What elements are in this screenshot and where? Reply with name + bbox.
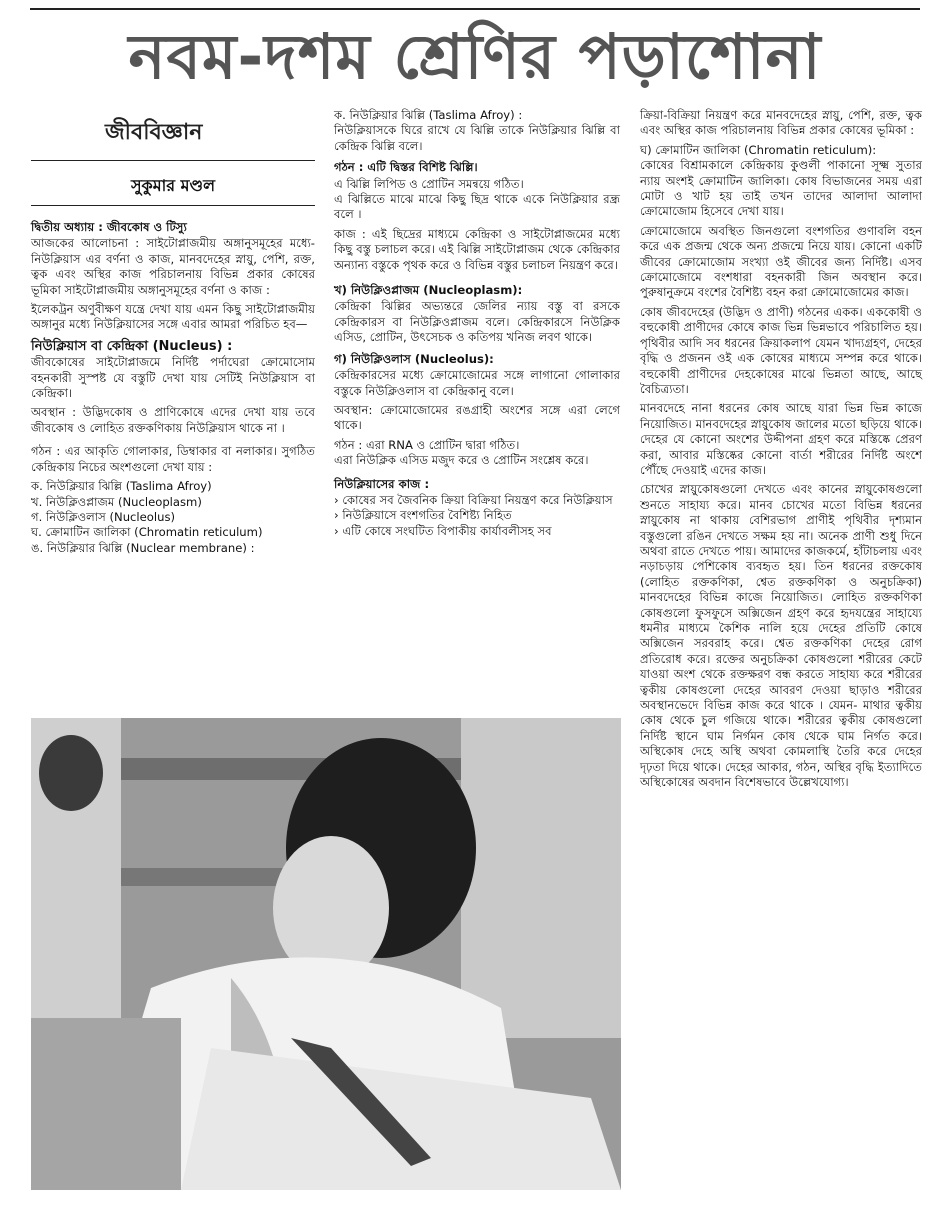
intro-paragraph: আজকের আলোচনা : সাইটোপ্লাজমীয় অঙ্গানুসমূহের মধ্যে- নিউক্লিয়াস এর বর্ণনা ও কাজ, মানবদেহের স্নায়ু, পেশি, রক্ত, ত্বক এবং অস্থির কাজ পরিচালনায় বিভিন্ন প্রকার কোষের ভূমিকা সাইটোপ্লাজমীয় অঙ্গানুসমূহের বর্ণনা ও কাজ :: [31, 236, 315, 297]
membrane-heading: ক. নিউক্লিয়ার ঝিল্লি (Taslima Afroy) :: [334, 108, 523, 122]
subject-divider: [31, 160, 315, 161]
nucleolus-structure: গঠন : এরা RNA ও প্রোটিন দ্বারা গঠিত।: [334, 437, 520, 452]
nucleolus-note: এরা নিউক্লিক এসিড মজুদ করে ও প্রোটিন সংশ্লেষ করে।: [334, 453, 589, 468]
chapter-heading: দ্বিতীয় অধ্যায় : জীবকোষ ও টিস্যু: [31, 220, 187, 234]
paragraph: চোখের স্নায়ুকোষগুলো দেখতে এবং কানের স্নায়ুকোষগুলো শুনতে সাহায্য করে। মানব চোখের মতো বিভিন্ন ধরনের স্নায়ুকোষ না থাকায় বেশিরভাগ প্রাণীই পৃথিবীর দৃশ্যমান বস্তুগুলো রঙিন দেখতে সক্ষম হয় না। অনেক প্রাণী শুধু দিনে অথবা রাতে দেখতে পায়। আমাদের কাজকর্মে, হাঁটাচলায় এবং নড়াচড়ায় পেশিকোষ ব্যবহৃত হয়। তিন ধরনের রক্তকোষ (লোহিত রক্তকণিকা, শ্বেত রক্তকণিকা ও অনুচক্রিকা) মানবদেহের বিভিন্ন কাজে নিয়োজিত। লোহিত রক্তকণিকা কোষগুলো ফুসফুসে অক্সিজেন গ্রহণ করে হৃদযন্ত্রের সাহায্যে ধমনীর মাধ্যমে কৈশিক নালি হয়ে দেহের প্রতিটি কোষে অক্সিজেন সরবরাহ করে। শ্বেত রক্তকণিকা দেহের রোগ প্রতিরোধ করে। রক্তের অনুচক্রিকা কোষগুলো শরীরের কেটে যাওয়া অংশ থেকে রক্তক্ষরণ বন্ধ করতে সাহায্য করে শরীরের ত্বকীয় কোষগুলো দেহের আবরণ দেওয়া ছাড়াও শরীরের অবস্থানভেদে বিভিন্ন কাজ করে থাকে । যেমন- মাথার ত্বকীয় কোষ থেকে চুল গজিয়ে থাকে। শরীরের ত্বকীয় কোষগুলো নির্দিষ্ট স্থানে ঘাম নির্গমন কোষ থেকে ঘাম নির্গত করে। অস্থিকোষ দেহে অস্থি অথবা কোমলাস্থি তৈরি করে দেহের দৃঢ়তা দিয়ে থাকে। দেহের আকার, গঠন, অস্থির বৃদ্ধি ইত্যাদিতে অস্থিকোষের অবদান বিশেষভাবে উল্লেখযোগ্য।: [640, 482, 922, 790]
membrane-work: কাজ : এই ছিদ্রের মাধ্যমে কেন্দ্রিকা ও সাইটোপ্লাজমের মধ্যে কিছু বস্তু চলাচল করে। এই ঝিল্লি সাইটোপ্লাজম থেকে কেন্দ্রিকার অন্যান্য বস্তুকে পৃথক করে ও বিভিন্ন বস্তুর চলাচল নিয়ন্ত্রণ করে।: [334, 226, 620, 272]
photo-illustration: [31, 718, 621, 1190]
list-item: খ. নিউক্লিওপ্লাজম (Nucleoplasm): [31, 494, 202, 509]
nucleus-work-heading: নিউক্লিয়াসের কাজ :: [334, 476, 430, 491]
position-paragraph: অবস্থান : উদ্ভিদকোষ ও প্রাণিকোষে এদের দেখা যায় তবে জীবকোষ ও লোহিত রক্তকণিকায় নিউক্লিয়াস থাকে না ।: [31, 405, 315, 435]
nucleolus-paragraph: কেন্দ্রিকারসের মধ্যে ক্রোমোজোমের সঙ্গে লাগানো গোলাকার বস্তুকে নিউক্লিওলাস বা কেন্দ্রিকানু বলে।: [334, 368, 620, 398]
subject-heading: জীববিজ্ঞান: [105, 120, 203, 145]
nucleolus-position: অবস্থান: ক্রোমোজোমের রঙগ্রাহী অংশের সঙ্গে এরা লেগে থাকে।: [334, 402, 620, 433]
list-item: ঘ. ক্রোমাটিন জালিকা (Chromatin reticulum): [31, 525, 263, 540]
column-2: [334, 108, 620, 539]
student-exam-photo: [31, 718, 621, 1190]
list-item: গ. নিউক্লিওলাস (Nucleolus): [31, 509, 176, 524]
nucleus-paragraph: জীবকোষের সাইটোপ্লাজমে নির্দিষ্ট পর্দাঘেরা ক্রোমোসোম বহনকারী সুস্পষ্ট যে বস্তুটি দেখা যায় সেটিই নিউক্লিয়াস বা কেন্দ্রিকা।: [31, 355, 315, 401]
chromatin-paragraph: কোষের বিশ্রামকালে কেন্দ্রিকায় কুণ্ডলী পাকানো সূক্ষ্ম সুতার ন্যায় অংশই ক্রোমাটিন জালিকা। কোষ বিভাজনের সময় এরা মোটা ও খাট হয় তাই তখন তাদের আলাদা আলাদা ক্রোমোজোম হিসেবে দেখা যায়।: [640, 158, 922, 219]
nucleoplasm-heading: খ) নিউক্লিওপ্লাজম (Nucleoplasm):: [334, 283, 523, 298]
page-masthead: নবম-দশম শ্রেণির পড়াশোনা: [128, 20, 822, 93]
author-name: সুকুমার মণ্ডল: [130, 176, 216, 195]
paragraph: ক্রোমোজোমে অবস্থিত জিনগুলো বংশগতির গুণাবলি বহন করে এক প্রজন্ম থেকে অন্য প্রজন্মে নিয়ে যায়। কোনো একটি জীবের ক্রোমোজোম সংখ্যা ওই জীবের জন্য নির্দিষ্ট। এসব ক্রোমোজোমে বংশধারা বহনকারী জিন অবস্থান করে। পুরুষানুক্রমে বংশের বৈশিষ্ট্য বহন করা ক্রোমোজোমের কাজ।: [640, 223, 922, 300]
paragraph: মানবদেহে নানা ধরনের কোষ আছে যারা ভিন্ন ভিন্ন কাজে নিয়োজিত। মানবদেহের স্নায়ুকোষ জালের মতো ছড়িয়ে থাকে। দেহের যে কোনো অংশের উদ্দীপনা গ্রহণ করে মস্তিষ্কে প্রেরণ করা, আবার মস্তিষ্কের কোনো বার্তা শরীরের নির্দিষ্ট অংশে পৌঁছে দেওয়াই এদের কাজ।: [640, 401, 922, 477]
membrane-structure: গঠন : এটি দ্বিস্তর বিশিষ্ট ঝিল্লি।: [334, 160, 478, 175]
electron-paragraph: ইলেকট্রন অণুবীক্ষণ যন্ত্রে দেখা যায় এমন কিছু সাইটোপ্লাজমীয় অঙ্গানুর মধ্যে নিউক্লিয়াসের সঙ্গে এবার আমরা পরিচিত হব—: [31, 302, 315, 332]
paragraph: কোষ জীবদেহের (উদ্ভিদ ও প্রাণী) গঠনের একক। এককোষী ও বহুকোষী প্রাণীদের কোষে কাজ ভিন্ন ভিন্নভাবে পরিচালিত হয়। পৃথিবীর আদি সব ধরনের ক্রিয়াকলাপ যেমন খাদ্যগ্রহণ, দেহের বৃদ্ধি ও প্রজনন ওই এক কোষের মাধ্যমে সম্পন্ন করে থাকে। বহুকোষী প্রাণীদের দেহকোষের মাঝে ভিন্নতা আছে, আছে বৈচিত্র্যতা।: [640, 304, 922, 396]
author-divider: [31, 205, 315, 206]
paragraph: ক্রিয়া-বিক্রিয়া নিয়ন্ত্রণ করে মানবদেহের স্নায়ু, পেশি, রক্ত, ত্বক এবং অস্থির কাজ পরিচালনায় বিভিন্ন প্রকার কোষের ভূমিকা :: [640, 108, 922, 138]
nucleus-heading: নিউক্লিয়াস বা কেন্দ্রিকা (Nucleus) :: [31, 338, 233, 354]
top-rule: [30, 8, 920, 10]
list-item: › এটি কোষে সংঘটিত বিপাকীয় কার্যাবলীসহ সব: [334, 523, 552, 538]
nucleoplasm-paragraph: কেন্দ্রিকা ঝিল্লির অভ্যন্তরে জেলির ন্যায় বস্তু বা রসকে কেন্দ্রিকারস বা নিউক্লিওপ্লাজম বলে। কেন্দ্রিকারসে নিউক্লিক এসিড, প্রোটিন, উৎসেচক ও কতিপয় খনিজ লবণ থাকে।: [334, 299, 620, 345]
list-item: ঙ. নিউক্লিয়ার ঝিল্লি (Nuclear membrane) :: [31, 540, 255, 555]
list-item: ক. নিউক্লিয়ার ঝিল্লি (Taslima Afroy): [31, 479, 212, 494]
chromatin-heading: ঘ) ক্রোমাটিন জালিকা (Chromatin reticulum):: [640, 142, 877, 157]
membrane-pores: এ ঝিল্লিতে মাঝে মাঝে কিছু ছিদ্র থাকে একে নিউক্লিয়ার রন্ধ্র বলে ।: [334, 192, 620, 222]
membrane-paragraph: নিউক্লিয়াসকে ঘিরে রাখে যে ঝিল্লি তাকে নিউক্লিয়ার ঝিল্লি বা কেন্দ্রিক ঝিল্লি বলে।: [334, 123, 620, 153]
list-item: › নিউক্লিয়াসে বংশগতির বৈশিষ্ট্য নিহিত: [334, 508, 512, 523]
column-3: [640, 108, 922, 794]
structure-paragraph: গঠন : এর আকৃতি গোলাকার, ডিম্বাকার বা নলাকার। সুগঠিত কেন্দ্রিকায় নিচের অংশগুলো দেখা যায় :: [31, 444, 315, 474]
column-1: [31, 108, 315, 556]
nucleolus-heading: গ) নিউক্লিওলাস (Nucleolus):: [334, 351, 494, 366]
list-item: › কোষের সব জৈবনিক ক্রিয়া বিক্রিয়া নিয়ন্ত্রণ করে নিউক্লিয়াস: [334, 492, 613, 507]
membrane-lipid: এ ঝিল্লি লিপিড ও প্রোটিন সমন্বয়ে গঠিত।: [334, 176, 524, 191]
